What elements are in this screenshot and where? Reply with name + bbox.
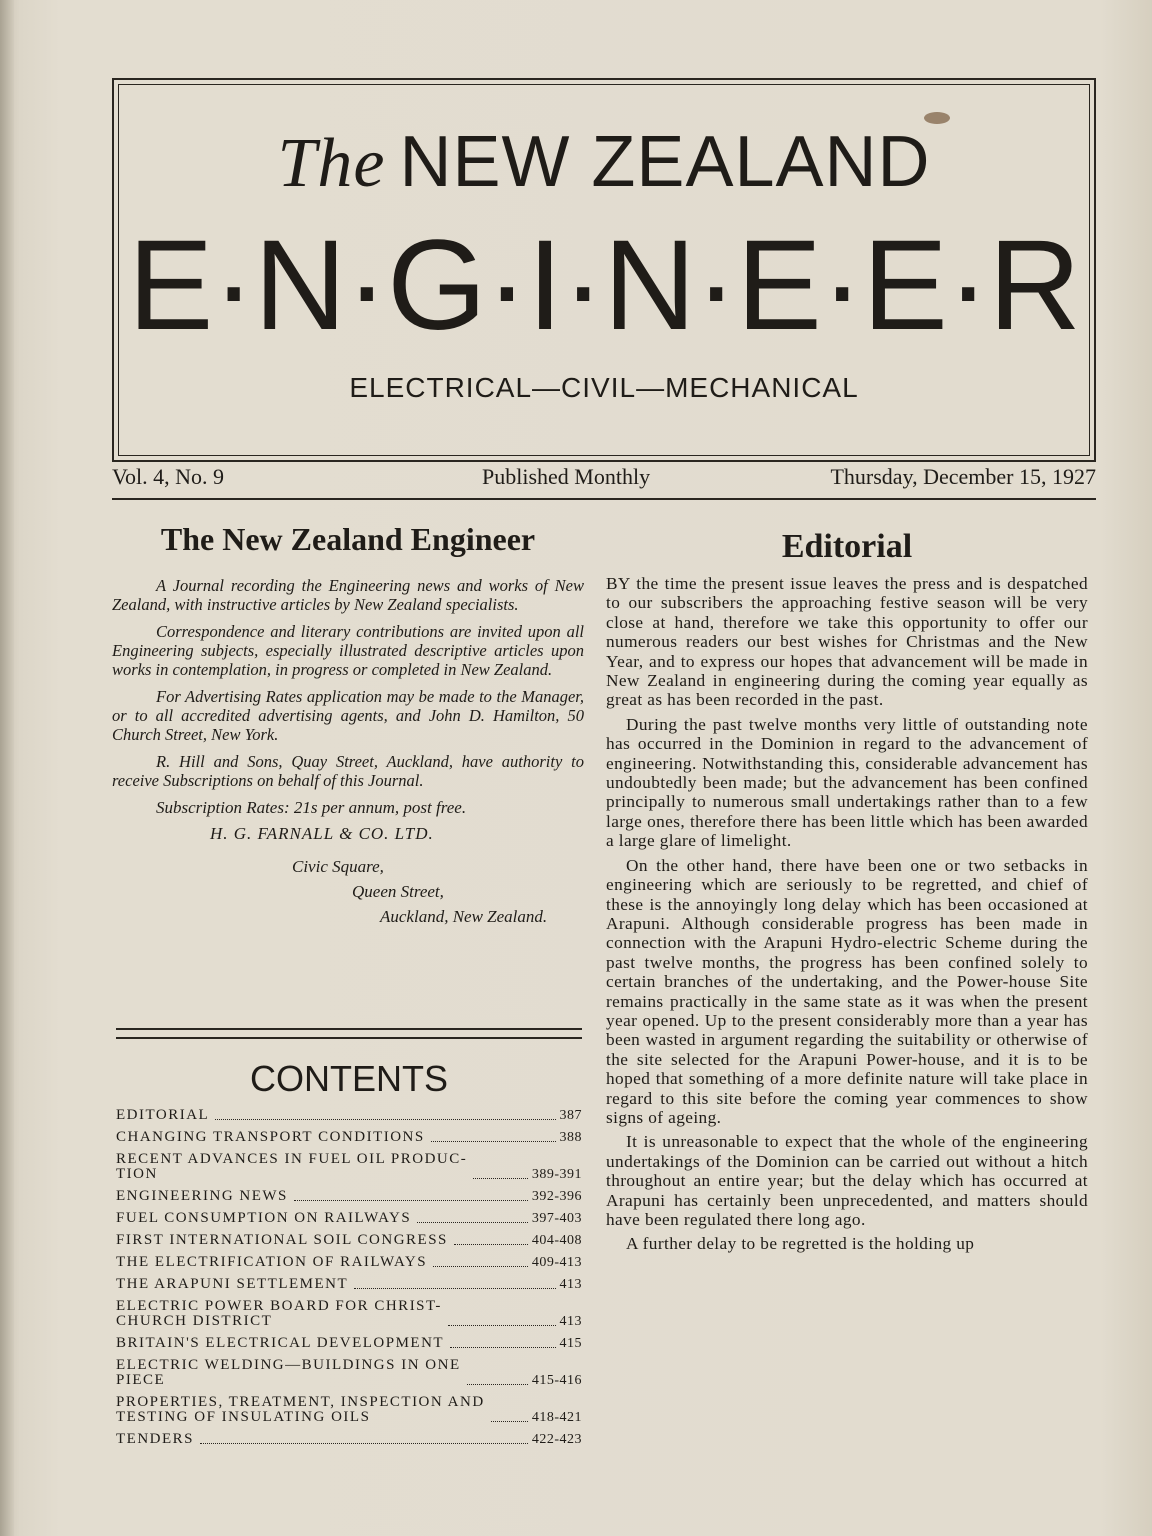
contents-item xyxy=(116,1432,582,1447)
contents-item-title: ENGINEERING NEWS xyxy=(116,1188,288,1204)
editorial-paragraph: A further delay to be regretted is the holding up xyxy=(626,1234,975,1254)
contents-leader-dots xyxy=(200,1443,528,1444)
about-heading: The New Zealand Engineer xyxy=(160,521,536,557)
contents-item xyxy=(116,1277,582,1292)
contents-item-pages: 413 xyxy=(559,1277,582,1292)
masthead-subtitle: ELECTRICAL—CIVIL—MECHANICAL xyxy=(349,372,859,403)
contents-item xyxy=(116,1152,582,1182)
contents-item xyxy=(116,1336,582,1351)
contents-item xyxy=(116,1189,582,1204)
masthead-engineer: E·N·G·I·N·E·E·R xyxy=(128,214,1080,357)
issue-frequency: Published Monthly xyxy=(482,464,651,489)
contents-item-title: THE ELECTRIFICATION OF RAILWAYS xyxy=(116,1254,428,1270)
masthead-title-line xyxy=(118,122,1090,202)
contents-item-pages: 387 xyxy=(559,1108,582,1123)
contents-item-title: FUEL CONSUMPTION ON RAILWAYS xyxy=(116,1210,412,1226)
contents-item xyxy=(116,1255,582,1270)
contents-item xyxy=(116,1395,582,1425)
contents-leader-dots xyxy=(450,1347,555,1348)
editorial-column xyxy=(606,528,1088,1259)
contents-leader-dots xyxy=(473,1178,528,1179)
address-line: Civic Square, xyxy=(292,857,384,877)
contents-item-pages: 418-421 xyxy=(531,1410,582,1425)
contents-leader-dots xyxy=(294,1200,528,1201)
editorial-paragraph: On the other hand, there have been one or two setbacks in engineering which are seriously to be regretted, and chief of these is the annoyingly long delay which has been occasioned at Arapuni. Although considerable progress has been made in connection with the Arapuni Hydro-electric Scheme during the past twelve months, the progress has been confined solely to certain branches of the undertaking, and the Power-house Site remains practically in the same state as it was when the present year opened. Up to the present considerably more than a year has been wasted in argument regarding the suitability or otherwise of the site selected for the Arapuni Power-house, and it is to be hoped that something of a more definite nature will take place in regard to this site before the coming year commences to show signs of ageing. xyxy=(606,855,1088,1127)
contents-item-title: ELECTRIC WELDING—BUILDINGS IN ONE PIECE xyxy=(116,1357,461,1388)
contents-item-title: EDITORIAL xyxy=(116,1107,210,1123)
contents-item-pages: 409-413 xyxy=(531,1255,582,1270)
about-paragraph: R. Hill and Sons, Quay Street, Auckland, have authority to receive Subscriptions on behalf of this Journal. xyxy=(112,752,584,791)
address-line: Auckland, New Zealand. xyxy=(380,907,548,927)
contents-item xyxy=(116,1108,582,1123)
masthead-new-zealand: NEW ZEALAND xyxy=(399,122,931,202)
about-paragraph: Correspondence and literary contributions are invited upon all Engineering subjects, especially illustrated descriptive articles upon works in contemplation, in progress or completed in New Zealand. xyxy=(112,622,584,680)
contents-item-pages: 388 xyxy=(559,1130,582,1145)
contents-leader-dots xyxy=(448,1325,556,1326)
contents-item-title: BRITAIN'S ELECTRICAL DEVELOPMENT xyxy=(116,1335,445,1351)
contents-item-title: PROPERTIES, TREATMENT, INSPECTION AND TESTING OF INSULATING OILS xyxy=(116,1394,485,1425)
address-line: Queen Street, xyxy=(352,882,444,902)
header-rule xyxy=(112,498,1096,500)
about-paragraph: For Advertising Rates application may be made to the Manager, or to all accredited advertising agents, and John D. Hamilton, 50 Church Street, New York. xyxy=(112,687,584,745)
subscription-rates: Subscription Rates: 21s per annum, post free. xyxy=(156,798,467,818)
contents-item-pages: 404-408 xyxy=(531,1233,582,1248)
contents-item-pages: 392-396 xyxy=(531,1189,582,1204)
contents-item xyxy=(116,1299,582,1329)
contents-leader-dots xyxy=(354,1288,555,1289)
contents-leader-dots xyxy=(215,1119,555,1120)
editorial-paragraph: BY the time the present issue leaves the press and is despatched to our subscribers the approaching festive season will be very close at hand, therefore we take this opportunity to offer our numerous readers our best wishes for Christmas and the New Year, and to express our hopes that advancement will be made in New Zealand in engineering during the coming year equally as great as has been recorded in the past. xyxy=(606,574,1088,710)
editorial-paragraph: It is unreasonable to expect that the whole of the engineering undertakings of the Dominion can be carried out without a hitch throughout an entire year; but the delay which has occurred at Arapuni has certainly been unprecedented, and matters should have been regulated there long ago. xyxy=(606,1132,1088,1229)
issue-volume: Vol. 4, No. 9 xyxy=(112,464,225,489)
editorial-title: Editorial xyxy=(781,528,913,565)
issue-info-row xyxy=(112,464,1096,494)
publisher-name: H. G. FARNALL & CO. LTD. xyxy=(210,824,434,844)
contents-item-pages: 422-423 xyxy=(531,1432,582,1447)
contents-item-title: FIRST INTERNATIONAL SOIL CONGRESS xyxy=(116,1232,448,1248)
contents-item-title: ELECTRIC POWER BOARD FOR CHRIST- CHURCH DISTRICT xyxy=(116,1298,442,1329)
contents-item-title: CHANGING TRANSPORT CONDITIONS xyxy=(116,1129,425,1145)
contents-item xyxy=(116,1130,582,1145)
contents-leader-dots xyxy=(417,1222,528,1223)
contents-item-pages: 415 xyxy=(559,1336,582,1351)
contents-item-title: THE ARAPUNI SETTLEMENT xyxy=(116,1276,349,1292)
contents-item-title: TENDERS xyxy=(116,1431,194,1447)
contents-item-pages: 389-391 xyxy=(531,1167,582,1182)
contents-item-title: RECENT ADVANCES IN FUEL OIL PRODUC- TION xyxy=(116,1151,468,1182)
contents-item xyxy=(116,1358,582,1388)
contents-item-pages: 413 xyxy=(559,1314,582,1329)
contents-title: CONTENTS xyxy=(250,1058,448,1099)
about-column xyxy=(112,520,584,929)
about-paragraph: A Journal recording the Engineering news and works of New Zealand, with instructive articles by New Zealand specialists. xyxy=(112,576,584,615)
editorial-paragraph: During the past twelve months very little of outstanding note has occurred in the Dominion in regard to the advancement of engineering. Notwithstanding this, considerable advancement has undoubtedly been made; but the advancement has been confined principally to numerous small undertakings rather than to a few large ones, therefore there has been little which has been awarded a large glare of limelight. xyxy=(606,714,1088,851)
contents-item xyxy=(116,1233,582,1248)
contents-item-pages: 415-416 xyxy=(531,1373,582,1388)
contents-leader-dots xyxy=(467,1384,528,1385)
contents-leader-dots xyxy=(431,1141,556,1142)
contents-leader-dots xyxy=(454,1244,528,1245)
contents-list xyxy=(116,1108,582,1454)
contents-divider xyxy=(116,1028,582,1039)
contents-leader-dots xyxy=(491,1421,528,1422)
contents-leader-dots xyxy=(433,1266,528,1267)
page-binding-shadow xyxy=(0,0,14,1536)
issue-date: Thursday, December 15, 1927 xyxy=(830,464,1096,489)
contents-item xyxy=(116,1211,582,1226)
masthead-the: The xyxy=(277,125,386,202)
contents-item-pages: 397-403 xyxy=(531,1211,582,1226)
